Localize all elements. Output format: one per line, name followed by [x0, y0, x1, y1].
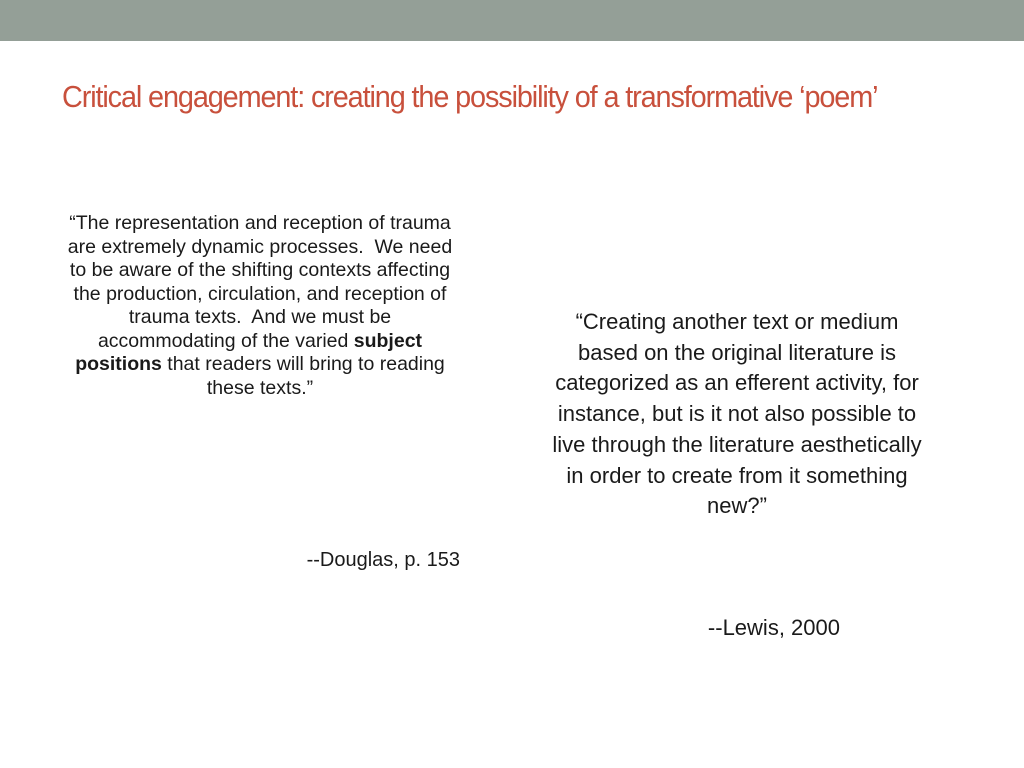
douglas-quote-text-end: that readers will bring to reading these texts.”	[167, 353, 445, 399]
slide-title: Critical engagement: creating the possibility of a transformative ‘poem’	[62, 79, 878, 114]
lewis-quote: “Creating another text or medium based on the original literature is categorized as an efferent activity, for instance, but is it not also possible to live through the literature aesthetically in order to create from it something new?”	[552, 309, 922, 519]
top-band	[0, 0, 1024, 41]
douglas-quote-bold-phrase: subject positions	[75, 329, 423, 375]
douglas-quote	[58, 212, 462, 400]
douglas-quote-text-start: “The representation and reception of trauma are extremely dynamic processes. We need to be aware of the shifting contexts affecting the production, circulation, and reception of trauma texts. And we must be accommodating of the varied	[67, 212, 453, 352]
lewis-attribution: --Lewis, 2000	[707, 615, 840, 640]
douglas-attribution: --Douglas, p. 153	[306, 549, 460, 571]
